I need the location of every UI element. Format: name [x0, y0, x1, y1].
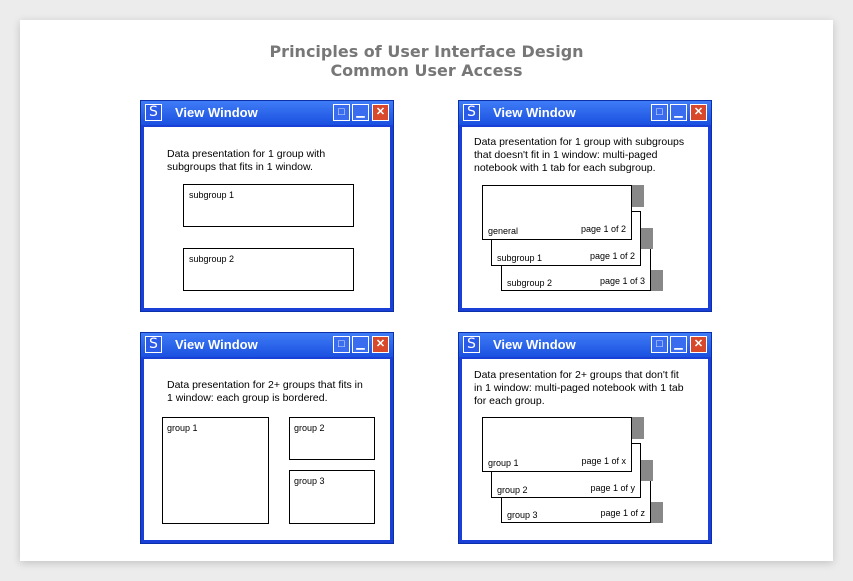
app-icon[interactable]: S [145, 104, 162, 121]
window-title: View Window [493, 105, 576, 120]
page-name: subgroup 2 [507, 278, 553, 288]
notebook-page [482, 185, 632, 240]
minimize-button[interactable]: ▁ [352, 104, 369, 121]
notebook-tab[interactable] [641, 228, 653, 249]
page-number: page 1 of y [590, 483, 635, 493]
group-box [162, 417, 269, 524]
box-label: group 1 [167, 423, 198, 433]
box-label: subgroup 2 [189, 254, 235, 264]
window-description: Data presentation for 1 group with subgroups that doesn't fit in 1 window: multi-paged notebook with 1 tab for each subgroup. [474, 136, 685, 174]
window-description: Data presentation for 1 group with subgroups that fits in 1 window. [167, 148, 326, 173]
window-title: View Window [175, 337, 258, 352]
app-icon[interactable]: S [145, 336, 162, 353]
subgroup-box [183, 184, 354, 227]
page-number: page 1 of x [581, 456, 626, 466]
group-box [289, 417, 375, 460]
notebook-tab[interactable] [641, 460, 653, 481]
window-client [462, 359, 708, 540]
page-name: subgroup 1 [497, 253, 543, 263]
window-title: View Window [493, 337, 576, 352]
page-subtitle: Common User Access [330, 61, 523, 80]
page-name: group 3 [507, 510, 538, 520]
window-client [462, 127, 708, 308]
minimize-button[interactable]: ▁ [670, 104, 687, 121]
page-name: group 2 [497, 485, 528, 495]
title-bar[interactable] [459, 333, 711, 357]
app-icon[interactable]: S [463, 104, 480, 121]
page-number: page 1 of 2 [589, 251, 635, 261]
box-label: subgroup 1 [189, 190, 235, 200]
window-client [144, 359, 390, 540]
page-number: page 1 of 3 [599, 276, 645, 286]
notebook-tab[interactable] [632, 185, 644, 207]
notebook-page [482, 417, 632, 472]
title-bar[interactable] [459, 101, 711, 125]
view-window-2 [458, 100, 712, 312]
page-title: Principles of User Interface Design [269, 42, 584, 61]
notebook-tab[interactable] [651, 502, 663, 523]
subgroup-box [183, 248, 354, 291]
minimize-button[interactable]: ▁ [670, 336, 687, 353]
view-window-1 [140, 100, 394, 312]
group-box [289, 470, 375, 524]
page-name: general [488, 226, 519, 236]
notebook-tab[interactable] [632, 417, 644, 439]
window-description: Data presentation for 2+ groups that don't fit in 1 window: multi-paged notebook with 1 tab for each group. [474, 369, 684, 407]
app-icon[interactable]: S [463, 336, 480, 353]
maximize-button[interactable]: □ [651, 104, 668, 121]
notebook-tab[interactable] [651, 270, 663, 291]
close-button[interactable]: ✕ [372, 104, 389, 121]
maximize-button[interactable]: □ [333, 336, 350, 353]
close-button[interactable]: ✕ [372, 336, 389, 353]
minimize-button[interactable]: ▁ [352, 336, 369, 353]
close-button[interactable]: ✕ [690, 336, 707, 353]
window-title: View Window [175, 105, 258, 120]
title-bar[interactable] [141, 333, 393, 357]
view-window-4 [458, 332, 712, 544]
box-label: group 3 [294, 476, 325, 486]
maximize-button[interactable]: □ [651, 336, 668, 353]
page-number: page 1 of z [600, 508, 645, 518]
window-client [144, 127, 390, 308]
page-number: page 1 of 2 [580, 224, 626, 234]
maximize-button[interactable]: □ [333, 104, 350, 121]
title-bar[interactable] [141, 101, 393, 125]
box-label: group 2 [294, 423, 325, 433]
page-name: group 1 [488, 458, 519, 468]
close-button[interactable]: ✕ [690, 104, 707, 121]
view-window-3 [140, 332, 394, 544]
window-description: Data presentation for 2+ groups that fits in 1 window: each group is bordered. [167, 379, 363, 404]
